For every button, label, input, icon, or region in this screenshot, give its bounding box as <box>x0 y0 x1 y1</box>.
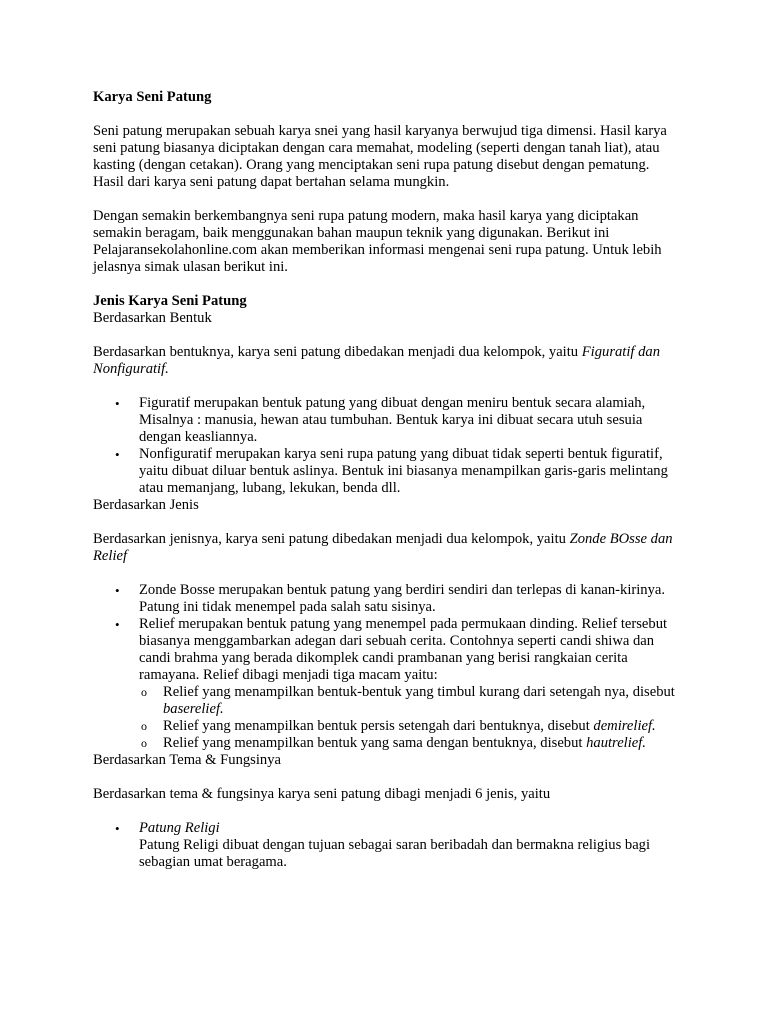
intro-paragraph-2: Dengan semakin berkembangnya seni rupa patung modern, maka hasil karya yang diciptakan semakin beragam, baik menggunakan bahan maupun teknik yang digunakan. Berikut ini Pelajaransekolahonline.com akan memberikan informasi mengenai seni rupa patung. Untuk lebih jelasnya simak ulasan berikut ini. <box>93 208 662 275</box>
sublist-item-term: baserelief. <box>163 701 224 717</box>
tema-heading: Berdasarkan Tema & Fungsinya <box>93 752 281 768</box>
sublist-item <box>139 735 683 752</box>
list-item <box>93 582 683 616</box>
jenis-intro <box>93 531 683 565</box>
sublist-item-term: demirelief. <box>593 718 656 734</box>
jenis-heading: Berdasarkan Jenis <box>93 497 199 513</box>
sublist-item <box>139 718 683 735</box>
patung-religi-desc: Patung Religi dibuat dengan tujuan sebagai saran beribadah dan bermakna religius bagi sebagian umat beragama. <box>139 837 651 870</box>
intro-paragraph-1: Seni patung merupakan sebuah karya snei yang hasil karyanya berwujud tiga dimensi. Hasil karya seni patung biasanya diciptakan dengan cara memahat, modeling (seperti dengan tanah liat), atau kasting (dengan cetakan). Orang yang menciptakan seni rupa patung disebut dengan pematung. Hasil dari karya seni patung dapat bertahan selama mungkin. <box>93 123 667 190</box>
patung-religi-title: Patung Religi <box>139 820 220 836</box>
tema-intro: Berdasarkan tema & fungsinya karya seni patung dibagi menjadi 6 jenis, yaitu <box>93 786 551 802</box>
document-content <box>93 89 683 871</box>
bentuk-intro <box>93 344 683 378</box>
jenis-intro-emphasis: Zonde BOsse dan Relief <box>93 531 673 564</box>
bentuk-intro-text: Berdasarkan bentuknya, karya seni patung dibedakan menjadi dua kelompok, yaitu <box>93 344 582 360</box>
bentuk-intro-emphasis: Figuratif dan Nonfiguratif. <box>93 344 660 377</box>
zonde-bosse-text: Zonde Bosse merupakan bentuk patung yang berdiri sendiri dan terlepas di kanan-kirinya. Patung ini tidak menempel pada salah satu sisinya. <box>139 582 666 615</box>
jenis-intro-text: Berdasarkan jenisnya, karya seni patung dibedakan menjadi dua kelompok, yaitu <box>93 531 570 547</box>
bentuk-heading: Berdasarkan Bentuk <box>93 310 212 326</box>
section-heading: Jenis Karya Seni Patung <box>93 293 247 309</box>
sublist-item-text: Relief yang menampilkan bentuk-bentuk yang timbul kurang dari setengah nya, disebut <box>163 684 675 700</box>
relief-sublist <box>139 684 683 752</box>
list-item: • Nonfiguratif merupakan karya seni rupa patung yang dibuat tidak seperti bentuk figuratif, yaitu dibuat diluar bentuk aslinya. Bentuk ini biasanya menampilkan garis-garis melintang atau memanjang, lubang, lekukan, benda dll. <box>93 446 683 497</box>
list-item <box>93 820 683 871</box>
sublist-item-term: hautrelief. <box>586 735 646 751</box>
tema-list <box>93 820 683 871</box>
sublist-item <box>139 684 683 718</box>
sublist-item-text: Relief yang menampilkan bentuk yang sama dengan bentuknya, disebut <box>163 735 587 751</box>
jenis-list <box>93 582 683 752</box>
list-item <box>93 616 683 752</box>
relief-text: Relief merupakan bentuk patung yang menempel pada permukaan dinding. Relief tersebut biasanya menggambarkan adegan dari sebuah cerita. Contohnya seperti candi shiwa dan candi brahma yang berada dikomplek candi prambanan yang berisi rangkaian cerita ramayana. Relief dibagi menjadi tiga macam yaitu: <box>139 616 668 683</box>
bentuk-list <box>93 395 683 497</box>
sublist-item-text: Relief yang menampilkan bentuk persis setengah dari bentuknya, disebut <box>163 718 594 734</box>
list-item: • Figuratif merupakan bentuk patung yang dibuat dengan meniru bentuk secara alamiah, Misalnya : manusia, hewan atau tumbuhan. Bentuk karya ini dibuat secara utuh sesuia dengan keasliannya. <box>93 395 683 446</box>
document-title: Karya Seni Patung <box>93 89 212 105</box>
